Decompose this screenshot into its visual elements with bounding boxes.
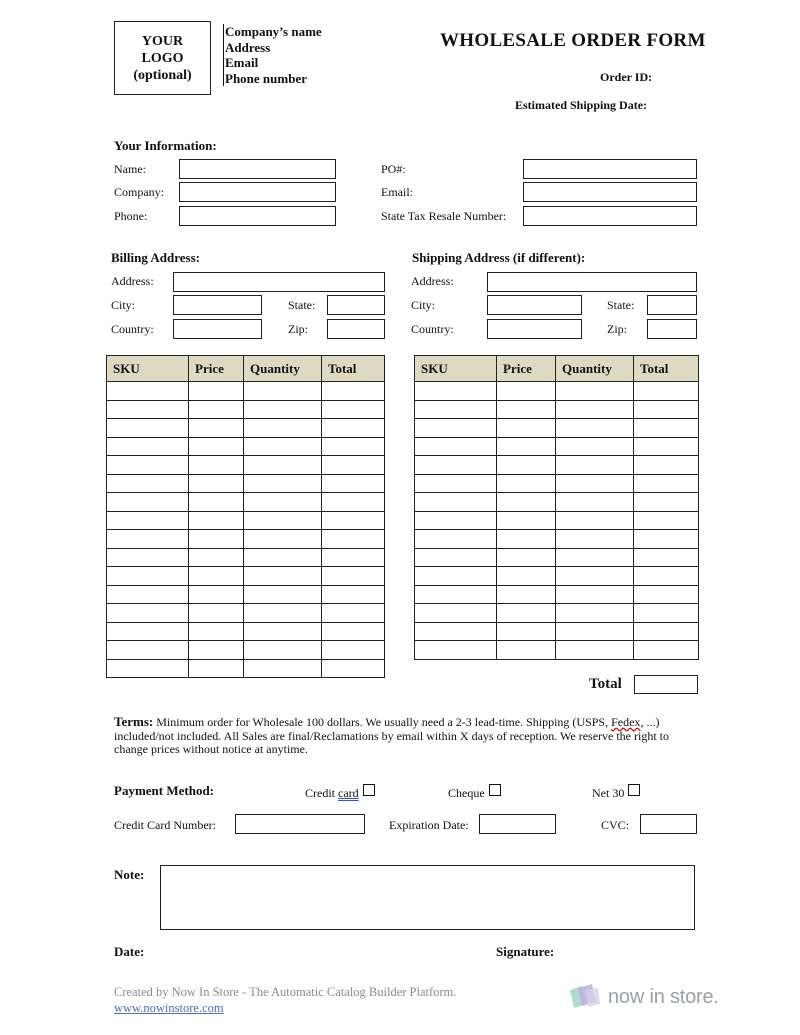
billing-country-field[interactable] <box>173 319 262 339</box>
cell-sku[interactable] <box>107 419 189 438</box>
cell-sku[interactable] <box>107 548 189 567</box>
company-phone: Phone number <box>225 70 307 86</box>
cell-price[interactable] <box>189 493 244 512</box>
shipping-address-field[interactable] <box>487 272 697 292</box>
cell-quantity[interactable] <box>244 567 322 586</box>
logo-line: YOUR <box>141 33 184 49</box>
footer-link[interactable]: www.nowinstore.com <box>114 1001 224 1015</box>
credit-label: Credit <box>305 786 338 800</box>
table-row <box>107 493 385 512</box>
cell-total[interactable] <box>634 548 699 567</box>
cell-sku[interactable] <box>415 400 497 419</box>
cell-price[interactable] <box>497 437 556 456</box>
order-table-right <box>414 355 699 660</box>
company-field[interactable] <box>179 182 336 202</box>
billing-heading: Billing Address: <box>111 250 200 265</box>
table-row <box>415 400 699 419</box>
note-label: Note: <box>114 867 145 882</box>
cell-price[interactable] <box>497 419 556 438</box>
phone-field[interactable] <box>179 206 336 226</box>
billing-address-field[interactable] <box>173 272 385 292</box>
shipping-country-field[interactable] <box>487 319 582 339</box>
cell-quantity[interactable] <box>556 437 634 456</box>
cell-sku[interactable] <box>107 511 189 530</box>
cell-quantity[interactable] <box>556 585 634 604</box>
cell-price[interactable] <box>189 567 244 586</box>
cell-price[interactable] <box>189 511 244 530</box>
logo-line: (optional) <box>133 67 192 83</box>
table-row <box>415 567 699 586</box>
logo-line: LOGO <box>141 50 184 66</box>
cell-total[interactable] <box>322 474 385 493</box>
table-row <box>107 382 385 401</box>
cell-price[interactable] <box>497 400 556 419</box>
cell-quantity[interactable] <box>556 622 634 641</box>
cell-price[interactable] <box>497 530 556 549</box>
cell-price[interactable] <box>189 456 244 475</box>
payment-heading: Payment Method: <box>114 783 215 798</box>
cell-sku[interactable] <box>415 530 497 549</box>
po-field[interactable] <box>523 159 697 179</box>
billing-address-label: Address: <box>111 274 154 288</box>
shipping-city-label: City: <box>411 298 436 312</box>
net30-option[interactable] <box>592 784 640 801</box>
cell-price[interactable] <box>189 641 244 660</box>
cell-quantity[interactable] <box>556 548 634 567</box>
cell-quantity[interactable] <box>244 437 322 456</box>
cell-total[interactable] <box>634 530 699 549</box>
cell-price[interactable] <box>497 604 556 623</box>
cell-total[interactable] <box>634 456 699 475</box>
card-number-label: Credit Card Number: <box>114 818 216 832</box>
cell-total[interactable] <box>634 493 699 512</box>
table-row <box>415 548 699 567</box>
company-email: Email <box>225 55 259 70</box>
cell-price[interactable] <box>189 659 244 678</box>
terms-fedex: Fedex <box>611 715 641 729</box>
cell-quantity[interactable] <box>556 474 634 493</box>
table-row <box>107 604 385 623</box>
company-details <box>223 24 322 86</box>
cvc-label: CVC: <box>601 818 630 832</box>
cell-sku[interactable] <box>107 585 189 604</box>
table-row <box>415 585 699 604</box>
cell-sku[interactable] <box>107 622 189 641</box>
signature-label: Signature: <box>496 944 555 959</box>
cell-total[interactable] <box>322 400 385 419</box>
cell-sku[interactable] <box>107 604 189 623</box>
table-row <box>415 493 699 512</box>
table-row <box>107 548 385 567</box>
cell-total[interactable] <box>634 382 699 401</box>
table-row <box>415 530 699 549</box>
cell-sku[interactable] <box>415 437 497 456</box>
cell-sku[interactable] <box>107 382 189 401</box>
table-row <box>415 622 699 641</box>
your-info-heading: Your Information: <box>114 138 217 153</box>
cell-sku[interactable] <box>107 437 189 456</box>
cell-quantity[interactable] <box>244 419 322 438</box>
cell-quantity[interactable] <box>556 400 634 419</box>
company-address: Address <box>225 39 271 55</box>
cell-sku[interactable] <box>415 548 497 567</box>
cheque-option[interactable] <box>448 784 501 801</box>
cell-total[interactable] <box>322 530 385 549</box>
table-row <box>107 474 385 493</box>
billing-city-label: City: <box>111 298 136 312</box>
shipping-date-label: Estimated Shipping Date: <box>515 98 648 112</box>
column-header-price: Price <box>497 356 556 382</box>
cell-sku[interactable] <box>415 382 497 401</box>
footer-credit: Created by Now In Store - The Automatic Catalog Builder Platform. <box>114 985 457 999</box>
cell-sku[interactable] <box>107 530 189 549</box>
billing-state-label: State: <box>288 298 316 312</box>
table-row <box>107 456 385 475</box>
column-header-total: Total <box>634 356 699 382</box>
cell-quantity[interactable] <box>244 622 322 641</box>
order-rows-left <box>107 382 385 678</box>
tax-label: State Tax Resale Number: <box>381 209 507 223</box>
cell-price[interactable] <box>497 567 556 586</box>
cell-total[interactable] <box>634 511 699 530</box>
terms-text: , ...) included/not included. All Sales are final/Reclamations by email within X days of reception. We reserve the right to change prices without notice at anytime. <box>114 715 669 756</box>
net30-checkbox[interactable] <box>628 784 640 796</box>
cell-price[interactable] <box>497 511 556 530</box>
cell-price[interactable] <box>497 382 556 401</box>
shipping-city-field[interactable] <box>487 295 582 315</box>
cell-quantity[interactable] <box>244 641 322 660</box>
cell-sku[interactable] <box>107 456 189 475</box>
grand-total-field[interactable] <box>634 675 698 694</box>
cell-quantity[interactable] <box>556 530 634 549</box>
cell-sku[interactable] <box>415 456 497 475</box>
cell-total[interactable] <box>322 382 385 401</box>
brand-name: now in store. <box>608 985 719 1008</box>
cell-price[interactable] <box>497 641 556 660</box>
cell-total[interactable] <box>322 437 385 456</box>
cell-total[interactable] <box>322 567 385 586</box>
date-label: Date: <box>114 944 145 959</box>
grand-total-label: Total <box>589 676 622 692</box>
column-header-quantity: Quantity <box>556 356 634 382</box>
tax-field[interactable] <box>523 206 697 226</box>
cell-total[interactable] <box>322 511 385 530</box>
cell-quantity[interactable] <box>244 474 322 493</box>
cell-price[interactable] <box>189 604 244 623</box>
cell-sku[interactable] <box>107 474 189 493</box>
cell-total[interactable] <box>322 548 385 567</box>
cheque-label: Cheque <box>448 786 485 800</box>
cell-total[interactable] <box>634 604 699 623</box>
name-field[interactable] <box>179 159 336 179</box>
cell-total[interactable] <box>322 659 385 678</box>
cell-price[interactable] <box>189 419 244 438</box>
cell-price[interactable] <box>497 474 556 493</box>
billing-country-label: Country: <box>111 322 154 336</box>
net30-label: Net 30 <box>592 786 625 800</box>
cell-quantity[interactable] <box>556 604 634 623</box>
footer <box>114 984 456 1016</box>
phone-label: Phone: <box>114 209 148 223</box>
table-row <box>107 659 385 678</box>
order-table-left <box>106 355 385 678</box>
table-row <box>107 400 385 419</box>
logo-placeholder <box>114 21 211 95</box>
cvc-field[interactable] <box>640 814 697 834</box>
cell-price[interactable] <box>497 585 556 604</box>
credit-card-word: card <box>338 786 359 800</box>
cheque-checkbox[interactable] <box>489 784 501 796</box>
cell-total[interactable] <box>634 474 699 493</box>
po-label: PO#: <box>381 162 406 176</box>
card-number-field[interactable] <box>235 814 365 834</box>
cell-sku[interactable] <box>415 585 497 604</box>
cell-price[interactable] <box>497 493 556 512</box>
brand-mark-icon <box>568 982 602 1012</box>
table-row <box>415 641 699 660</box>
cell-sku[interactable] <box>415 567 497 586</box>
cell-price[interactable] <box>189 585 244 604</box>
cell-quantity[interactable] <box>244 659 322 678</box>
cell-total[interactable] <box>322 456 385 475</box>
billing-zip-field[interactable] <box>327 319 385 339</box>
cell-total[interactable] <box>322 493 385 512</box>
table-row <box>107 641 385 660</box>
terms-label: Terms: <box>114 714 154 729</box>
cell-total[interactable] <box>634 641 699 660</box>
cell-sku[interactable] <box>415 511 497 530</box>
table-row <box>415 511 699 530</box>
credit-card-checkbox[interactable] <box>363 784 375 796</box>
cell-total[interactable] <box>322 641 385 660</box>
email-field[interactable] <box>523 182 697 202</box>
cell-sku[interactable] <box>107 641 189 660</box>
cell-sku[interactable] <box>415 622 497 641</box>
billing-state-field[interactable] <box>327 295 385 315</box>
shipping-address-label: Address: <box>411 274 454 288</box>
cell-quantity[interactable] <box>556 567 634 586</box>
cell-total[interactable] <box>634 585 699 604</box>
cell-sku[interactable] <box>415 419 497 438</box>
column-header-price: Price <box>189 356 244 382</box>
cell-quantity[interactable] <box>556 511 634 530</box>
note-field[interactable] <box>160 865 695 930</box>
cell-quantity[interactable] <box>244 493 322 512</box>
cell-price[interactable] <box>189 530 244 549</box>
company-label: Company: <box>114 185 164 199</box>
table-row <box>415 474 699 493</box>
billing-zip-label: Zip: <box>288 322 308 336</box>
table-row <box>107 437 385 456</box>
shipping-heading: Shipping Address (if different): <box>412 250 586 265</box>
table-row <box>107 585 385 604</box>
shipping-state-label: State: <box>607 298 635 312</box>
cell-total[interactable] <box>322 604 385 623</box>
terms-paragraph <box>114 715 694 757</box>
cell-price[interactable] <box>189 400 244 419</box>
table-row <box>415 419 699 438</box>
cell-sku[interactable] <box>415 493 497 512</box>
cell-total[interactable] <box>634 622 699 641</box>
shipping-zip-label: Zip: <box>607 322 627 336</box>
table-row <box>107 567 385 586</box>
expiration-label: Expiration Date: <box>389 818 469 832</box>
cell-quantity[interactable] <box>244 456 322 475</box>
table-row <box>415 437 699 456</box>
table-row <box>415 456 699 475</box>
cell-quantity[interactable] <box>556 493 634 512</box>
cell-price[interactable] <box>497 622 556 641</box>
cell-price[interactable] <box>497 456 556 475</box>
shipping-state-field[interactable] <box>647 295 697 315</box>
table-row <box>415 604 699 623</box>
cell-price[interactable] <box>189 622 244 641</box>
terms-text: Minimum order for Wholesale 100 dollars. We usually need a 2-3 lead-time. Shipping (USPS, <box>153 715 612 729</box>
cell-price[interactable] <box>497 548 556 567</box>
cell-price[interactable] <box>189 474 244 493</box>
company-name: Company’s name <box>225 24 322 39</box>
cell-total[interactable] <box>634 400 699 419</box>
cell-total[interactable] <box>634 419 699 438</box>
order-rows-right <box>415 382 699 660</box>
cell-quantity[interactable] <box>556 419 634 438</box>
cell-price[interactable] <box>189 437 244 456</box>
brand-logo <box>568 982 719 1012</box>
cell-quantity[interactable] <box>244 400 322 419</box>
cell-sku[interactable] <box>107 493 189 512</box>
cell-quantity[interactable] <box>244 511 322 530</box>
table-row <box>107 419 385 438</box>
table-row <box>107 622 385 641</box>
email-label: Email: <box>381 185 413 199</box>
cell-total[interactable] <box>634 567 699 586</box>
cell-sku[interactable] <box>415 641 497 660</box>
cell-quantity[interactable] <box>244 548 322 567</box>
cell-quantity[interactable] <box>244 585 322 604</box>
table-row <box>107 511 385 530</box>
shipping-zip-field[interactable] <box>647 319 697 339</box>
billing-city-field[interactable] <box>173 295 262 315</box>
column-header-sku: SKU <box>107 356 189 382</box>
cell-total[interactable] <box>634 437 699 456</box>
column-header-sku: SKU <box>415 356 497 382</box>
cell-sku[interactable] <box>415 604 497 623</box>
column-header-quantity: Quantity <box>244 356 322 382</box>
form-title: WHOLESALE ORDER FORM <box>440 30 706 51</box>
cell-quantity[interactable] <box>556 382 634 401</box>
cell-price[interactable] <box>189 382 244 401</box>
name-label: Name: <box>114 162 146 176</box>
cell-total[interactable] <box>322 419 385 438</box>
cell-quantity[interactable] <box>556 641 634 660</box>
cell-quantity[interactable] <box>244 382 322 401</box>
cell-sku[interactable] <box>415 474 497 493</box>
column-header-total: Total <box>322 356 385 382</box>
cell-total[interactable] <box>322 622 385 641</box>
table-row <box>415 382 699 401</box>
shipping-country-label: Country: <box>411 322 454 336</box>
cell-price[interactable] <box>189 548 244 567</box>
expiration-field[interactable] <box>479 814 556 834</box>
cell-total[interactable] <box>322 585 385 604</box>
cell-quantity[interactable] <box>244 530 322 549</box>
table-row <box>107 530 385 549</box>
cell-quantity[interactable] <box>556 456 634 475</box>
cell-sku[interactable] <box>107 659 189 678</box>
cell-sku[interactable] <box>107 400 189 419</box>
credit-card-option[interactable] <box>305 784 375 801</box>
cell-sku[interactable] <box>107 567 189 586</box>
cell-quantity[interactable] <box>244 604 322 623</box>
order-id-label: Order ID: <box>600 70 653 84</box>
